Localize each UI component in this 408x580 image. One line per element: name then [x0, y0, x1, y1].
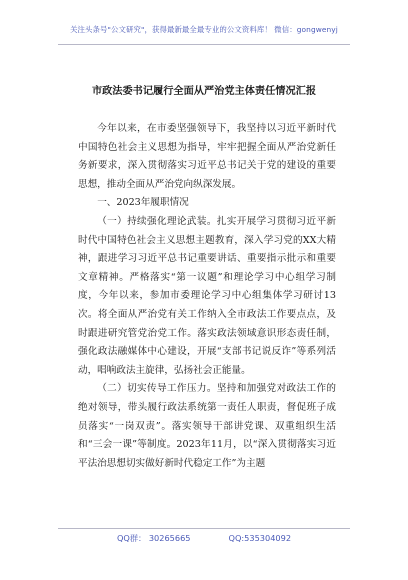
footer-contacts — [0, 533, 408, 544]
qq-group-number: QQ群： 30265665 — [116, 533, 191, 543]
document-title: 市政法委书记履行全面从严治党主体责任情况汇报 — [91, 86, 317, 97]
section-heading: 一、2023年履职情况 — [97, 197, 189, 209]
qq-number: QQ:535304092 — [228, 533, 292, 543]
footer-divider — [58, 528, 350, 529]
intro-paragraph: 今年以来，在市委坚强领导下，我坚持以习近平新时代中国特色社会主义思想为指导，牢牢把握全面从严治党新任务新要求，深入贯彻落实习近平总书记关于党的建设的重要思想，推动全面从严治党向纵深发展。 — [78, 123, 336, 190]
document-body — [78, 120, 336, 473]
header-divider — [58, 44, 350, 45]
body-paragraph: （二）切实传导工作压力。坚持和加强党对政法工作的绝对领导，带头履行政法系统第一责任人职责，督促班子成员落实“一岗双责”。落实领导干部讲党课、双重组织生活和“三会一课”等制度。2023年11月，以“深入贯彻落实习近平法治思想切实做好新时代稳定工作”为主题 — [78, 383, 336, 469]
header-banner: 关注头条号"公文研究"，获得最新最全最专业的公文资料库！ 微信：gongwenyj — [70, 25, 338, 34]
body-paragraph: （一）持续强化理论武装。扎实开展学习贯彻习近平新时代中国特色社会主义思想主题教育，深入学习党的XX大精神，跟进学习习近平总书记重要讲话、重要指示批示和重要文章精神。严格落实“第一议题”和理论学习中心组学习制度，今年以来，参加市委理论学习中心组集体学习研讨13次。将全面从严治党有关工作纳入全市政法工作要点点，及时跟进研究管党治党工作。落实政法领域意识形态责任制，强化政法融媒体中心建设，开展“支部书记说反诈”等系列活动，唱响政法主旋律，弘扬社会正能量。 — [78, 215, 336, 376]
